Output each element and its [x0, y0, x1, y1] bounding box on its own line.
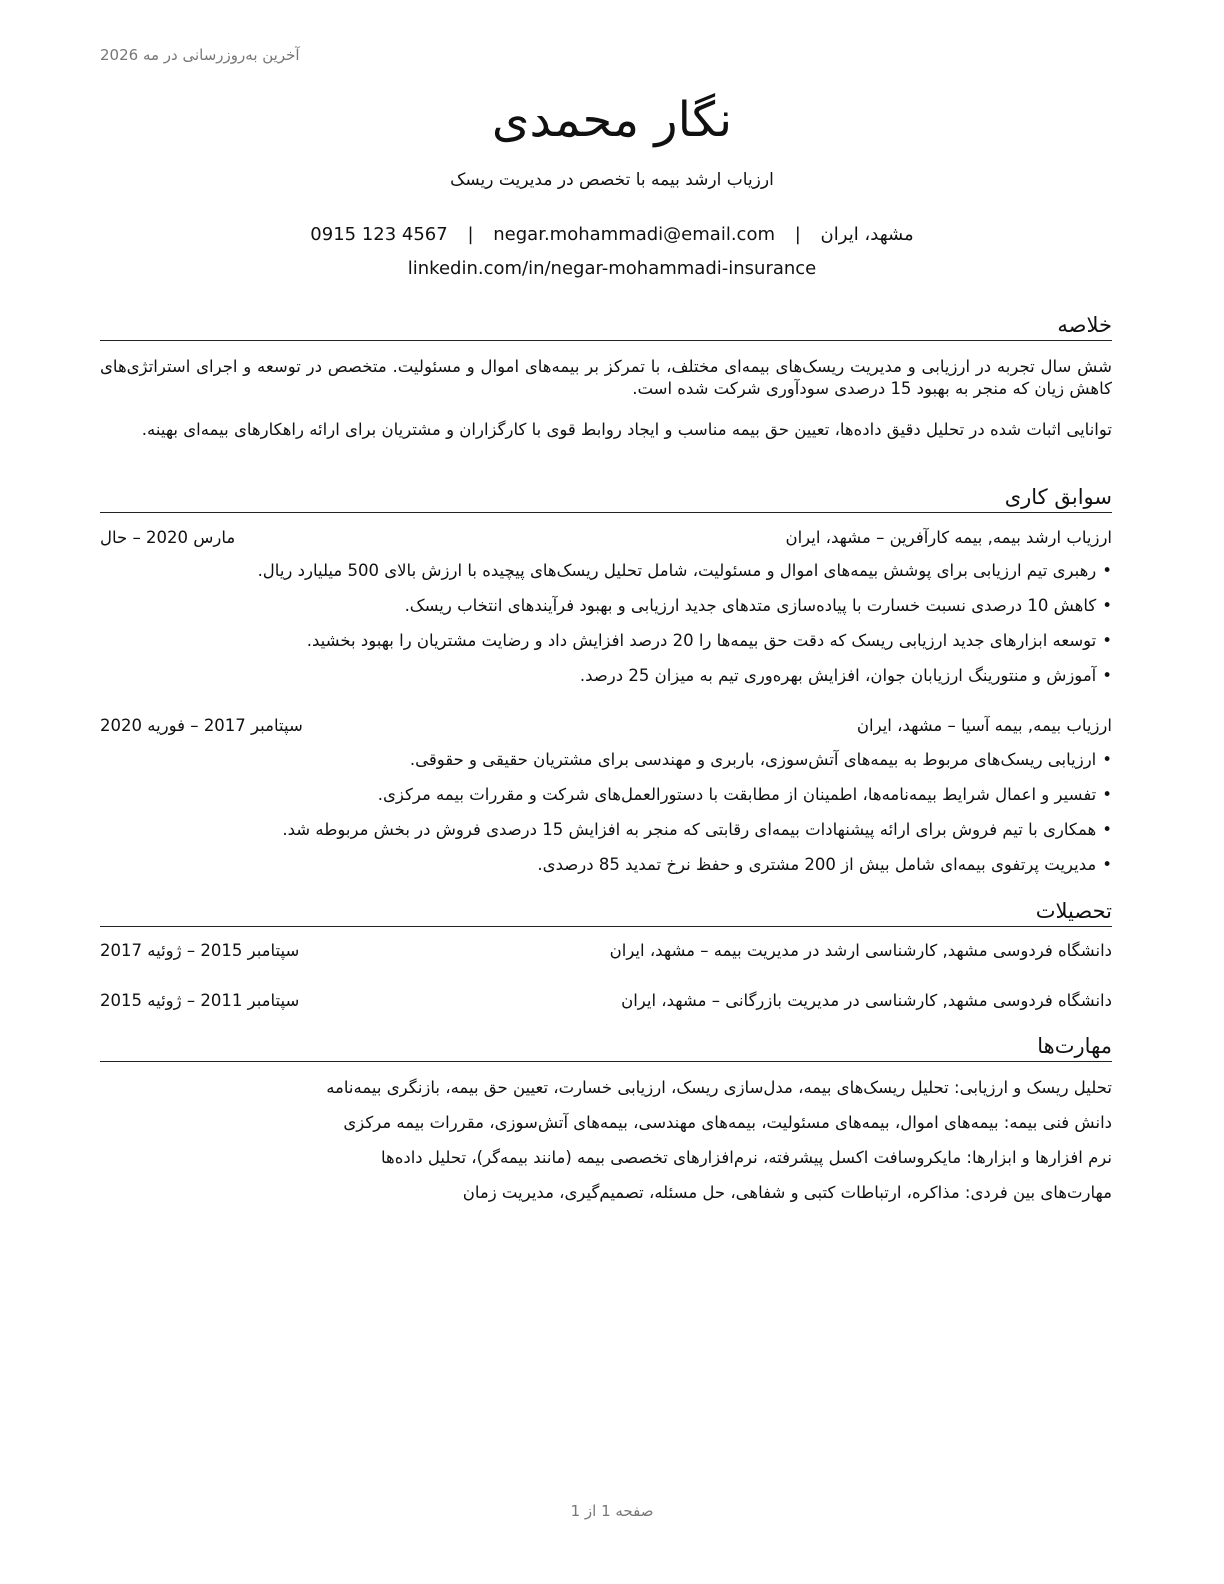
education-entry [100, 991, 1112, 1015]
job-title: ارزیاب بیمه, بیمه آسیا – مشهد، ایران [856, 716, 1112, 735]
last-updated-note: آخرین به‌روزرسانی در مه 2026 [100, 46, 300, 64]
job-bullet: • آموزش و منتورینگ ارزیابان جوان، افزایش بهره‌وری تیم به میزان 25 درصد. [100, 664, 1112, 699]
contact-separator: | [794, 224, 801, 245]
page-number: صفحه 1 از 1 [570, 1502, 654, 1520]
job-bullet-list [100, 559, 1112, 699]
job-bullet: • رهبری تیم ارزیابی برای پوشش بیمه‌های اموال و مسئولیت، شامل تحلیل ریسک‌های پیچیده با ارزش بالای 500 میلیارد ریال. [100, 559, 1112, 594]
job-bullet: • کاهش 10 درصدی نسبت خسارت با پیاده‌سازی متدهای جدید ارزیابی و بهبود فرآیندهای انتخاب ریسک. [100, 594, 1112, 629]
section-title-skills: مهارت‌ها [100, 1031, 1112, 1062]
job-bullet: • مدیریت پرتفوی بیمه‌ای شامل بیش از 200 مشتری و حفظ نرخ تمدید 85 درصدی. [100, 853, 1112, 888]
job-bullet: • ارزیابی ریسک‌های مربوط به بیمه‌های آتش‌سوزی، باربری و مهندسی برای مشتریان حقیقی و حقوقی. [100, 748, 1112, 783]
education-dates: سپتامبر 2011 – ژوئیه 2015 [100, 991, 300, 1010]
skill-line: دانش فنی بیمه: بیمه‌های اموال، بیمه‌های مسئولیت، بیمه‌های مهندسی، بیمه‌های آتش‌سوزی، مقررات بیمه مرکزی [343, 1113, 1112, 1132]
summary-paragraph: شش سال تجربه در ارزیابی و مدیریت ریسک‌های بیمه‌ای مختلف، با تمرکز بر بیمه‌های اموال و مسئولیت. متخصص در توسعه و اجرای استراتژی‌های کاهش زیان که منجر به بهبود 15 درصدی سودآوری شرکت شده است. [100, 357, 1112, 398]
skill-line: مهارت‌های بین فردی: مذاکره، ارتباطات کتبی و شفاهی، حل مسئله، تصمیم‌گیری، مدیریت زمان [462, 1183, 1112, 1202]
candidate-name: نگار محمدی [491, 92, 733, 148]
job-title: ارزیاب ارشد بیمه, بیمه کارآفرین – مشهد، ایران [785, 528, 1112, 547]
skills-list [100, 1076, 1112, 1216]
job-dates: مارس 2020 – حال [100, 528, 236, 547]
job-header [100, 716, 1112, 740]
section-title-education: تحصیلات [100, 896, 1112, 927]
job-bullet: • توسعه ابزارهای جدید ارزیابی ریسک که دقت حق بیمه‌ها را 20 درصد افزایش داد و رضایت مشتریان را بهبود بخشید. [100, 629, 1112, 664]
job-bullet: • همکاری با تیم فروش برای ارائه پیشنهادات بیمه‌ای رقابتی که منجر به افزایش 15 درصدی فروش در بخش مربوطه شد. [100, 818, 1112, 853]
contact-separator: | [467, 224, 474, 245]
contact-location: مشهد، ایران [820, 224, 914, 245]
section-title-experience: سوابق کاری [100, 482, 1112, 513]
summary-paragraph: توانایی اثبات شده در تحلیل دقیق داده‌ها، تعیین حق بیمه مناسب و ایجاد روابط قوی با کارگزاران و مشتریان برای ارائه راهکارهای بیمه‌ای بهینه. [141, 420, 1112, 439]
contact-line [0, 224, 1224, 245]
contact-phone: 0915 123 4567 [310, 224, 448, 245]
job-header [100, 528, 1112, 552]
education-degree: دانشگاه فردوسی مشهد, کارشناسی در مدیریت بازرگانی – مشهد، ایران [621, 991, 1112, 1010]
linkedin-link[interactable]: linkedin.com/in/negar-mohammadi-insurance [407, 258, 817, 279]
contact-email[interactable]: negar.mohammadi@email.com [493, 224, 775, 245]
candidate-headline: ارزیاب ارشد بیمه با تخصص در مدیریت ریسک [450, 170, 774, 190]
skill-line: تحلیل ریسک و ارزیابی: تحلیل ریسک‌های بیمه، مدل‌سازی ریسک، ارزیابی خسارت، تعیین حق بیمه، بازنگری بیمه‌نامه [326, 1078, 1112, 1097]
education-degree: دانشگاه فردوسی مشهد, کارشناسی ارشد در مدیریت بیمه – مشهد، ایران [609, 941, 1112, 960]
job-dates: سپتامبر 2017 – فوریه 2020 [100, 716, 303, 735]
section-title-summary: خلاصه [100, 310, 1112, 341]
education-entry [100, 941, 1112, 965]
job-bullet: • تفسیر و اعمال شرایط بیمه‌نامه‌ها، اطمینان از مطابقت با دستورالعمل‌های شرکت و مقررات بیمه مرکزی. [100, 783, 1112, 818]
skill-line: نرم افزارها و ابزارها: مایکروسافت اکسل پیشرفته، نرم‌افزارهای تخصصی بیمه (مانند بیمه‌گر)، تحلیل داده‌ها [380, 1148, 1112, 1167]
job-bullet-list [100, 748, 1112, 888]
education-dates: سپتامبر 2015 – ژوئیه 2017 [100, 941, 300, 960]
